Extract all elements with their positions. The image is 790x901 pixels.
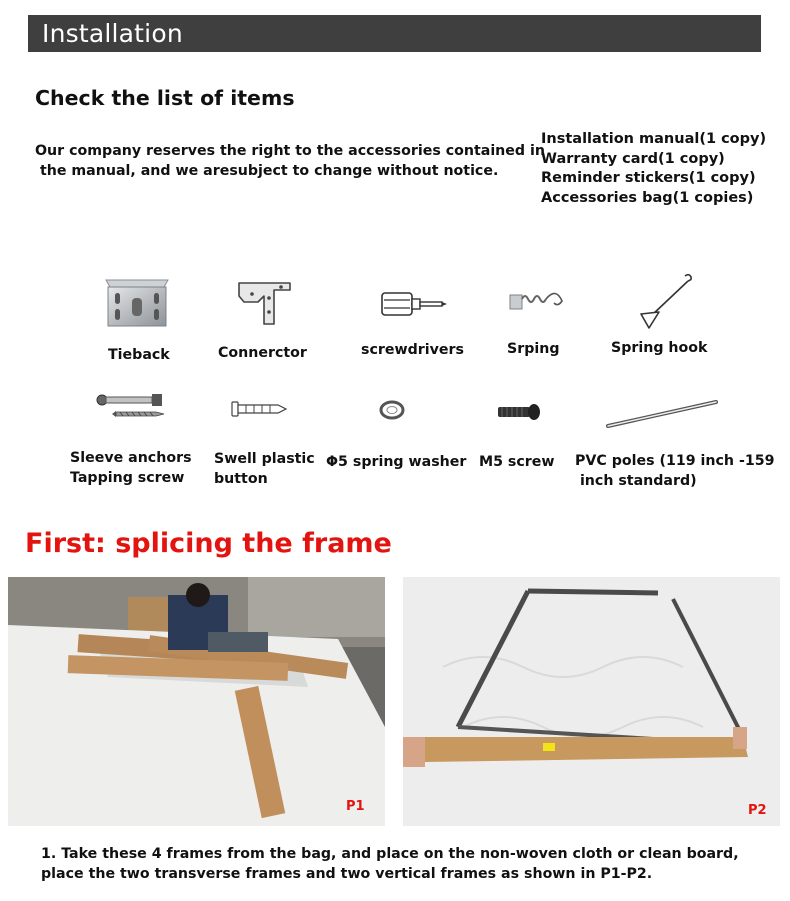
contents-item: Accessories bag(1 copies) (541, 190, 754, 207)
item-label-screwdrivers: screwdrivers (361, 342, 464, 358)
item-label-spring-washer: Φ5 spring washer (326, 454, 467, 470)
contents-item: Warranty card(1 copy) (541, 150, 725, 167)
item-label-pvc-poles (575, 452, 774, 491)
instruction-line: place the two transverse frames and two vertical frames as shown in P1-P2. (41, 865, 653, 882)
spring-icon (506, 287, 564, 317)
contents-item: Installation manual(1 copy) (541, 131, 767, 147)
connector-icon (236, 280, 292, 326)
tieback-icon (104, 278, 170, 328)
m5-screw-icon (496, 403, 542, 421)
item-label-swell-plastic-button (214, 450, 315, 489)
photo-p1 (8, 577, 385, 826)
notice-line: the manual, and we aresubject to change without notice. (35, 162, 499, 179)
step-instruction (41, 845, 761, 884)
label-line: inch standard) (575, 472, 697, 489)
notice-line: Our company reserves the right to the accessories contained in (35, 143, 545, 159)
photo-p2-illustration (403, 577, 780, 826)
notice-text (35, 142, 545, 181)
sleeve-anchor-icon (96, 390, 168, 430)
spring-hook-icon (635, 272, 695, 330)
photo-label-p2: P2 (748, 803, 767, 818)
pvc-pole-icon (604, 398, 720, 430)
item-label-connector: Connerctor (218, 345, 307, 361)
spring-washer-icon (379, 400, 405, 420)
plastic-anchor-icon (230, 399, 288, 419)
label-line: Sleeve anchors (70, 450, 192, 466)
instruction-line: 1. Take these 4 frames from the bag, and place on the non-woven cloth or clean board, (41, 846, 739, 862)
item-label-tieback: Tieback (108, 347, 170, 363)
photo-p1-illustration (8, 577, 385, 826)
label-line: Tapping screw (70, 469, 185, 486)
photo-p2 (403, 577, 780, 826)
section-title: Check the list of items (35, 86, 295, 110)
label-line: button (214, 470, 268, 487)
step-title: First: splicing the frame (25, 528, 392, 559)
header-title: Installation (42, 19, 183, 48)
package-contents (541, 130, 766, 209)
label-line: PVC poles (119 inch -159 (575, 453, 775, 469)
screwdriver-icon (380, 290, 448, 318)
item-label-spring: Srping (507, 341, 560, 357)
header-bar (28, 15, 761, 52)
photo-label-p1: P1 (346, 799, 365, 814)
contents-item: Reminder stickers(1 copy) (541, 170, 756, 187)
item-label-spring-hook: Spring hook (611, 340, 708, 356)
item-label-sleeve-anchors (70, 449, 192, 488)
item-label-m5-screw: M5 screw (479, 454, 555, 470)
label-line: Swell plastic (214, 451, 315, 467)
